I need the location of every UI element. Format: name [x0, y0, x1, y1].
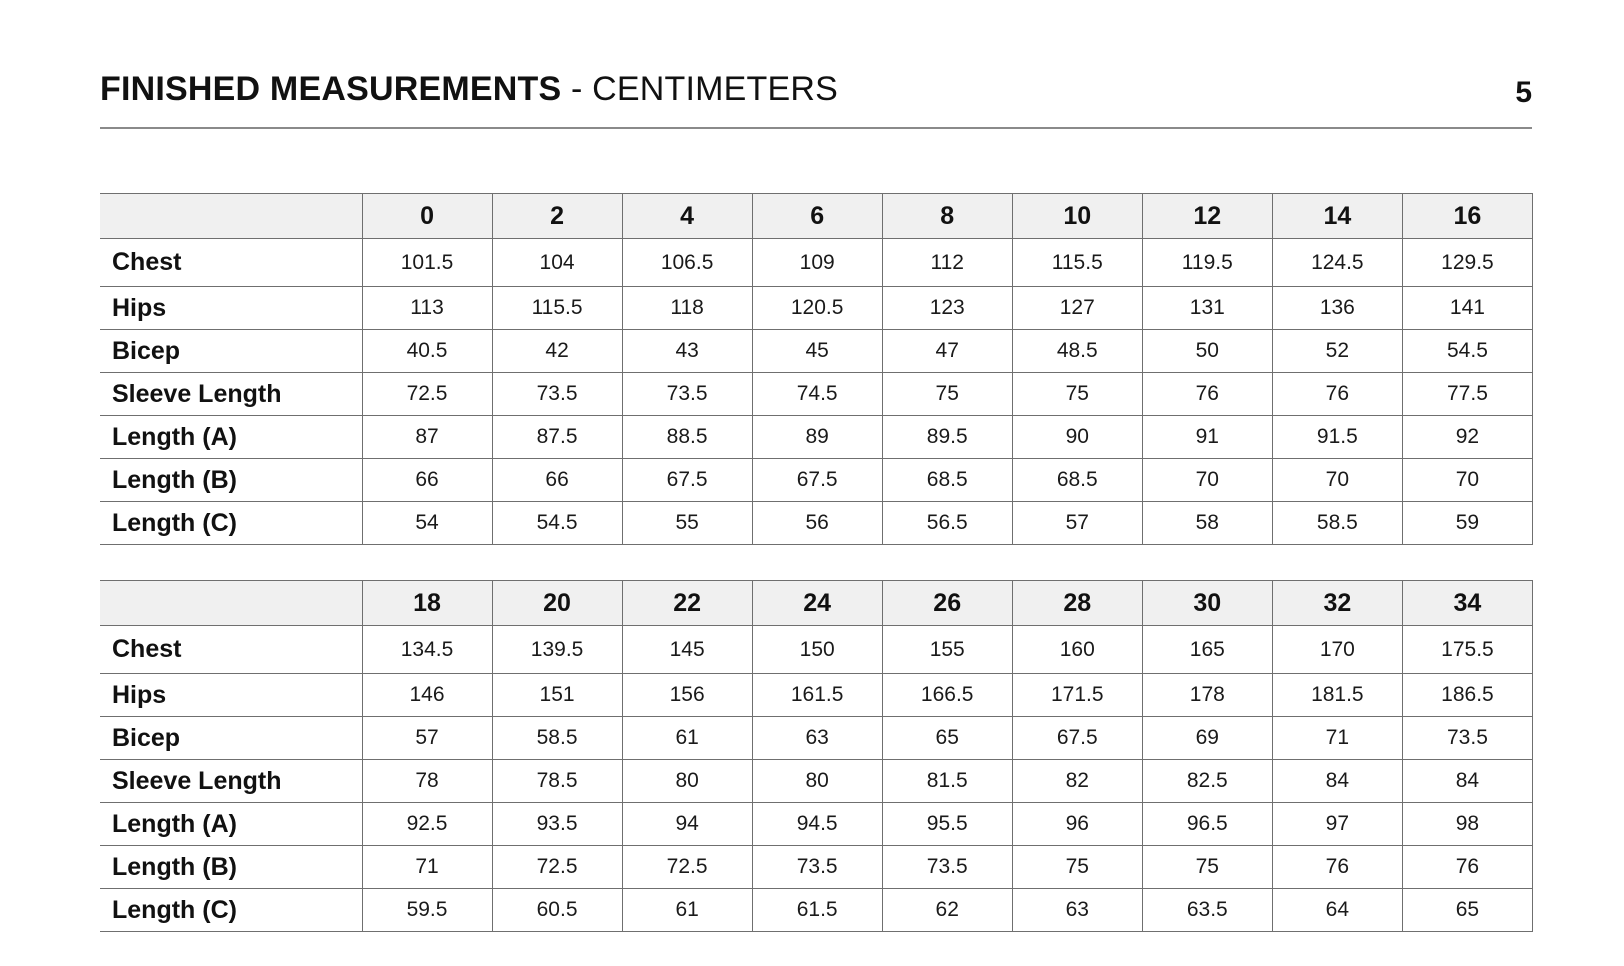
measurement-value: 166.5 — [882, 674, 1012, 717]
table-row — [100, 502, 1533, 545]
measurement-value: 170 — [1272, 626, 1402, 674]
measurement-value: 119.5 — [1142, 239, 1272, 287]
measurement-value: 109 — [752, 239, 882, 287]
size-header-cell: 26 — [882, 581, 1012, 626]
measurement-value: 52 — [1272, 330, 1402, 373]
measurement-value: 78 — [362, 760, 492, 803]
measurement-value: 160 — [1012, 626, 1142, 674]
measurement-value: 115.5 — [1012, 239, 1142, 287]
measurement-value: 175.5 — [1402, 626, 1532, 674]
table-row — [100, 416, 1533, 459]
table-row — [100, 287, 1533, 330]
measurement-value: 101.5 — [362, 239, 492, 287]
size-header-cell: 10 — [1012, 194, 1142, 239]
measurement-value: 136 — [1272, 287, 1402, 330]
page-title — [100, 70, 838, 109]
measurement-value: 98 — [1402, 803, 1532, 846]
measurement-value: 146 — [362, 674, 492, 717]
measurement-value: 67.5 — [752, 459, 882, 502]
measurement-value: 66 — [492, 459, 622, 502]
measurement-label: Chest — [100, 239, 362, 287]
header-corner-cell — [100, 194, 362, 239]
measurement-value: 87 — [362, 416, 492, 459]
size-header-row — [100, 581, 1533, 626]
measurements-table-sizes-0-16 — [100, 193, 1533, 545]
measurement-value: 93.5 — [492, 803, 622, 846]
measurement-value: 82 — [1012, 760, 1142, 803]
measurement-value: 58.5 — [492, 717, 622, 760]
measurement-value: 82.5 — [1142, 760, 1272, 803]
measurement-value: 89 — [752, 416, 882, 459]
measurement-value: 57 — [1012, 502, 1142, 545]
measurement-value: 91 — [1142, 416, 1272, 459]
measurement-label: Hips — [100, 287, 362, 330]
measurement-value: 60.5 — [492, 889, 622, 932]
measurement-label: Length (B) — [100, 846, 362, 889]
measurement-value: 80 — [752, 760, 882, 803]
measurement-value: 113 — [362, 287, 492, 330]
measurement-value: 90 — [1012, 416, 1142, 459]
table-row — [100, 330, 1533, 373]
measurement-value: 70 — [1142, 459, 1272, 502]
table-row — [100, 889, 1533, 932]
measurement-value: 76 — [1272, 846, 1402, 889]
measurement-value: 139.5 — [492, 626, 622, 674]
measurement-value: 91.5 — [1272, 416, 1402, 459]
measurement-value: 92.5 — [362, 803, 492, 846]
measurement-value: 151 — [492, 674, 622, 717]
measurement-value: 77.5 — [1402, 373, 1532, 416]
measurement-value: 84 — [1402, 760, 1532, 803]
table-row — [100, 373, 1533, 416]
measurement-value: 80 — [622, 760, 752, 803]
measurement-value: 145 — [622, 626, 752, 674]
measurement-value: 45 — [752, 330, 882, 373]
size-header-row — [100, 194, 1533, 239]
measurement-value: 58.5 — [1272, 502, 1402, 545]
measurement-value: 68.5 — [882, 459, 1012, 502]
measurement-value: 62 — [882, 889, 1012, 932]
measurement-value: 65 — [1402, 889, 1532, 932]
measurement-value: 81.5 — [882, 760, 1012, 803]
measurement-value: 58 — [1142, 502, 1272, 545]
measurement-value: 96 — [1012, 803, 1142, 846]
measurement-value: 73.5 — [752, 846, 882, 889]
measurement-value: 75 — [882, 373, 1012, 416]
table-row — [100, 760, 1533, 803]
measurement-value: 150 — [752, 626, 882, 674]
measurement-value: 134.5 — [362, 626, 492, 674]
measurement-value: 131 — [1142, 287, 1272, 330]
header-divider — [100, 127, 1532, 129]
measurement-value: 88.5 — [622, 416, 752, 459]
measurement-value: 76 — [1142, 373, 1272, 416]
measurement-value: 70 — [1272, 459, 1402, 502]
measurement-value: 123 — [882, 287, 1012, 330]
measurement-value: 78.5 — [492, 760, 622, 803]
measurement-value: 70 — [1402, 459, 1532, 502]
measurement-value: 43 — [622, 330, 752, 373]
measurement-value: 63 — [752, 717, 882, 760]
size-header-cell: 14 — [1272, 194, 1402, 239]
measurement-value: 40.5 — [362, 330, 492, 373]
size-header-cell: 30 — [1142, 581, 1272, 626]
size-header-cell: 24 — [752, 581, 882, 626]
table-row — [100, 846, 1533, 889]
measurement-value: 54 — [362, 502, 492, 545]
measurement-value: 127 — [1012, 287, 1142, 330]
measurement-value: 73.5 — [492, 373, 622, 416]
measurement-value: 112 — [882, 239, 1012, 287]
size-header-cell: 20 — [492, 581, 622, 626]
size-header-cell: 32 — [1272, 581, 1402, 626]
measurement-value: 75 — [1012, 373, 1142, 416]
measurement-value: 66 — [362, 459, 492, 502]
measurement-value: 63.5 — [1142, 889, 1272, 932]
measurement-value: 61 — [622, 889, 752, 932]
table-row — [100, 803, 1533, 846]
header-corner-cell — [100, 581, 362, 626]
page-title-unit: - CENTIMETERS — [561, 70, 839, 108]
measurement-label: Length (A) — [100, 803, 362, 846]
measurement-value: 94 — [622, 803, 752, 846]
table-row — [100, 239, 1533, 287]
measurement-label: Sleeve Length — [100, 373, 362, 416]
measurement-value: 76 — [1402, 846, 1532, 889]
measurement-value: 171.5 — [1012, 674, 1142, 717]
measurement-value: 181.5 — [1272, 674, 1402, 717]
measurement-value: 72.5 — [362, 373, 492, 416]
measurement-value: 47 — [882, 330, 1012, 373]
measurement-value: 156 — [622, 674, 752, 717]
measurement-value: 73.5 — [882, 846, 1012, 889]
measurement-value: 71 — [362, 846, 492, 889]
measurement-value: 84 — [1272, 760, 1402, 803]
size-header-cell: 0 — [362, 194, 492, 239]
measurement-label: Length (B) — [100, 459, 362, 502]
measurements-table-sizes-18-34 — [100, 580, 1533, 932]
measurement-value: 76 — [1272, 373, 1402, 416]
size-header-cell: 4 — [622, 194, 752, 239]
measurement-value: 124.5 — [1272, 239, 1402, 287]
size-header-cell: 34 — [1402, 581, 1532, 626]
measurement-value: 56 — [752, 502, 882, 545]
measurement-value: 106.5 — [622, 239, 752, 287]
measurement-value: 64 — [1272, 889, 1402, 932]
measurement-value: 115.5 — [492, 287, 622, 330]
measurement-value: 129.5 — [1402, 239, 1532, 287]
measurement-value: 61 — [622, 717, 752, 760]
measurement-value: 73.5 — [1402, 717, 1532, 760]
measurement-value: 118 — [622, 287, 752, 330]
measurement-value: 73.5 — [622, 373, 752, 416]
size-header-cell: 16 — [1402, 194, 1532, 239]
measurement-value: 71 — [1272, 717, 1402, 760]
measurement-value: 67.5 — [1012, 717, 1142, 760]
measurement-value: 57 — [362, 717, 492, 760]
measurement-value: 54.5 — [1402, 330, 1532, 373]
measurement-value: 96.5 — [1142, 803, 1272, 846]
measurement-value: 104 — [492, 239, 622, 287]
measurement-value: 74.5 — [752, 373, 882, 416]
measurement-label: Bicep — [100, 717, 362, 760]
size-header-cell: 18 — [362, 581, 492, 626]
measurement-value: 165 — [1142, 626, 1272, 674]
measurement-value: 59.5 — [362, 889, 492, 932]
measurement-value: 87.5 — [492, 416, 622, 459]
size-header-cell: 8 — [882, 194, 1012, 239]
measurement-value: 161.5 — [752, 674, 882, 717]
measurement-label: Hips — [100, 674, 362, 717]
measurement-value: 89.5 — [882, 416, 1012, 459]
size-header-cell: 22 — [622, 581, 752, 626]
measurement-value: 141 — [1402, 287, 1532, 330]
table-row — [100, 674, 1533, 717]
page-number: 5 — [1515, 76, 1532, 109]
measurement-value: 95.5 — [882, 803, 1012, 846]
measurement-label: Length (A) — [100, 416, 362, 459]
page-header — [100, 68, 1532, 128]
measurement-value: 65 — [882, 717, 1012, 760]
measurement-label: Length (C) — [100, 502, 362, 545]
measurement-value: 42 — [492, 330, 622, 373]
measurement-value: 54.5 — [492, 502, 622, 545]
measurement-value: 67.5 — [622, 459, 752, 502]
measurement-value: 69 — [1142, 717, 1272, 760]
measurement-value: 63 — [1012, 889, 1142, 932]
table-row — [100, 717, 1533, 760]
measurement-label: Sleeve Length — [100, 760, 362, 803]
measurement-value: 97 — [1272, 803, 1402, 846]
size-header-cell: 12 — [1142, 194, 1272, 239]
measurement-value: 120.5 — [752, 287, 882, 330]
page-title-bold: FINISHED MEASUREMENTS — [100, 70, 562, 108]
measurement-value: 68.5 — [1012, 459, 1142, 502]
measurement-value: 75 — [1012, 846, 1142, 889]
measurement-label: Bicep — [100, 330, 362, 373]
measurement-value: 94.5 — [752, 803, 882, 846]
measurement-value: 92 — [1402, 416, 1532, 459]
measurement-value: 178 — [1142, 674, 1272, 717]
measurement-value: 61.5 — [752, 889, 882, 932]
measurement-value: 48.5 — [1012, 330, 1142, 373]
measurement-value: 72.5 — [622, 846, 752, 889]
size-header-cell: 28 — [1012, 581, 1142, 626]
measurement-value: 186.5 — [1402, 674, 1532, 717]
measurement-label: Chest — [100, 626, 362, 674]
table-row — [100, 459, 1533, 502]
measurement-value: 50 — [1142, 330, 1272, 373]
size-header-cell: 6 — [752, 194, 882, 239]
measurement-value: 75 — [1142, 846, 1272, 889]
measurement-value: 56.5 — [882, 502, 1012, 545]
measurement-value: 59 — [1402, 502, 1532, 545]
measurement-label: Length (C) — [100, 889, 362, 932]
size-header-cell: 2 — [492, 194, 622, 239]
measurement-value: 55 — [622, 502, 752, 545]
table-row — [100, 626, 1533, 674]
measurement-value: 72.5 — [492, 846, 622, 889]
measurement-value: 155 — [882, 626, 1012, 674]
